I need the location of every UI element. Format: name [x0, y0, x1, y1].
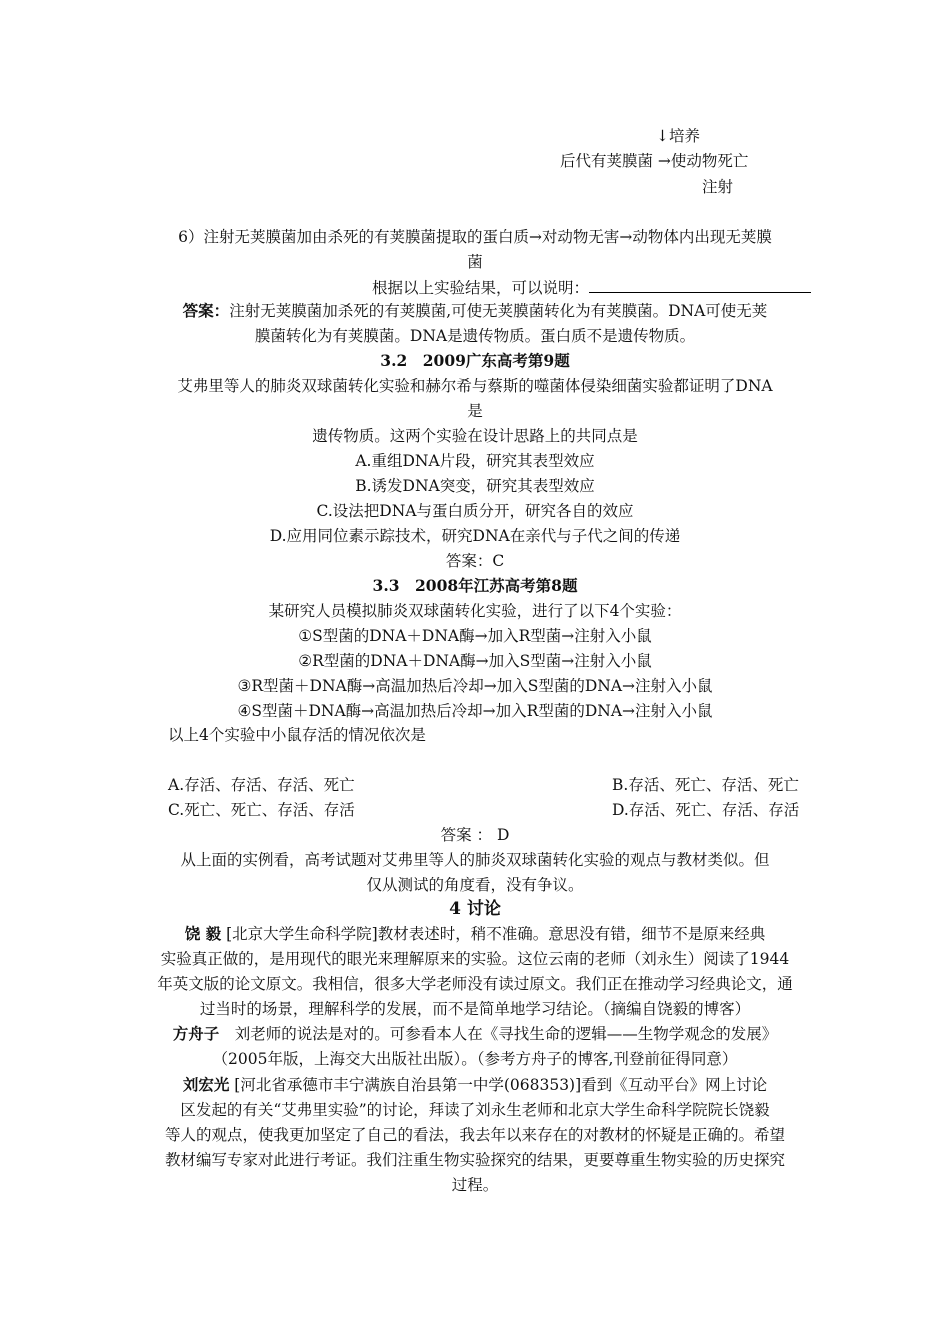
q33-option-b: B.存活、死亡、存活、死亡	[612, 776, 799, 794]
flow-offspring-line: 后代有荚膜菌 →使动物死亡	[560, 152, 749, 170]
liu-line2: 区发起的有关“艾弗里实验”的讨论，拜读了刘永生老师和北京大学生命科学院院长饶毅	[180, 1101, 770, 1119]
fang-name: 方舟子	[172, 1024, 220, 1043]
answer1-line2: 膜菌转化为有荚膜菌。DNA是遗传物质。蛋白质不是遗传物质。	[254, 327, 696, 345]
answer1-text: 注射无荚膜菌加杀死的有荚膜菌,可使无荚膜菌转化为有荚膜菌。DNA可使无荚	[229, 302, 768, 320]
q32-option-c: C.设法把DNA与蛋白质分开，研究各自的效应	[316, 502, 634, 520]
q33-stem: 某研究人员模拟肺炎双球菌转化实验，进行了以下4个实验：	[268, 602, 682, 620]
q32-answer: 答案：C	[445, 552, 505, 570]
q33-experiment-3: ③R型菌＋DNA酶→高温加热后冷却→加入S型菌的DNA→注射入小鼠	[237, 677, 713, 695]
liu-line4: 教材编写专家对此进行考证。我们注重生物实验探究的结果，更要尊重生物实验的历史探究	[164, 1151, 785, 1169]
flow-inject-label: 注射	[702, 178, 734, 196]
conclusion-prompt: 根据以上实验结果，可以说明：	[372, 279, 590, 297]
rao-name: 饶 毅	[184, 924, 222, 943]
q32-stem1: 艾弗里等人的肺炎双球菌转化实验和赫尔希与蔡斯的噬菌体侵染细菌实验都证明了DNA	[177, 377, 773, 395]
answer-blank	[589, 276, 811, 293]
q33-experiment-1: ①S型菌的DNA＋DNA酶→加入R型菌→注射入小鼠	[298, 627, 652, 645]
rao-line1	[0, 923, 950, 945]
q32-option-b: B.诱发DNA突变，研究其表型效应	[355, 477, 595, 495]
liu-line1	[0, 1074, 950, 1096]
q32-option-d: D.应用同位素示踪技术，研究DNA在亲代与子代之间的传递	[269, 527, 681, 545]
q32-stem2: 是	[467, 402, 483, 420]
q33-answer: 答案 ： D	[440, 826, 510, 844]
fang-line2: （2005年版，上海交大出版社出版）。（参考方舟子的博客,刊登前征得同意）	[212, 1050, 738, 1068]
q33-question: 以上4个实验中小鼠存活的情况依次是	[168, 726, 426, 744]
q33-option-d: D.存活、死亡、存活、存活	[612, 801, 800, 819]
discussion-heading: 4 讨论	[449, 899, 501, 919]
q33-experiment-4: ④S型菌＋DNA酶→高温加热后冷却→加入R型菌的DNA→注射入小鼠	[237, 702, 713, 720]
q33-heading: 3.3 2008年江苏高考第8题	[372, 576, 578, 595]
rao-text-1: [北京大学生命科学院]教材表述时，稍不准确。意思没有错，细节不是原来经典	[221, 925, 766, 943]
exp6-line2: 菌	[467, 253, 483, 271]
q33-experiment-2: ②R型菌的DNA＋DNA酶→加入S型菌→注射入小鼠	[298, 652, 652, 670]
q32-stem3: 遗传物质。这两个实验在设计思路上的共同点是	[312, 427, 638, 445]
liu-name: 刘宏光	[182, 1075, 230, 1094]
liu-line5: 过程。	[451, 1176, 499, 1194]
rao-line3: 年英文版的论文原文。我相信，很多大学老师没有读过原文。我们正在推动学习经典论文，通	[157, 975, 793, 993]
liu-line3: 等人的观点，使我更加坚定了自己的看法，我去年以来存在的对教材的怀疑是正确的。希望	[164, 1126, 785, 1144]
q33-option-c: C.死亡、死亡、存活、存活	[168, 801, 355, 819]
summary-line1: 从上面的实例看，高考试题对艾弗里等人的肺炎双球菌转化实验的观点与教材类似。但	[180, 851, 770, 869]
q33-option-a: A.存活、存活、存活、死亡	[168, 776, 355, 794]
rao-line4: 过当时的场景，理解科学的发展，而不是简单地学习结论。（摘编自饶毅的博客）	[199, 1000, 751, 1018]
fang-text-1: 刘老师的说法是对的。可参看本人在《寻找生命的逻辑——生物学观念的发展》	[219, 1025, 778, 1043]
exp6-conclusion	[372, 276, 811, 299]
exp6-line1: 6）注射无荚膜菌加由杀死的有荚膜菌提取的蛋白质→对动物无害→动物体内出现无荚膜	[178, 228, 772, 246]
fang-line1	[0, 1023, 950, 1045]
flow-culture-label: ↓培养	[656, 127, 700, 145]
answer1-label: 答案：	[182, 301, 230, 320]
rao-line2: 实验真正做的，是用现代的眼光来理解原来的实验。这位云南的老师（刘永生）阅读了1944	[160, 950, 790, 968]
summary-line2: 仅从测试的角度看，没有争议。	[366, 876, 584, 894]
liu-text-1: [河北省承德市丰宁满族自治县第一中学(068353)]看到《互动平台》网上讨论	[229, 1076, 768, 1094]
q32-heading: 3.2 2009广东高考第9题	[380, 351, 570, 370]
answer1-line1	[0, 300, 950, 322]
q32-option-a: A.重组DNA片段，研究其表型效应	[355, 452, 595, 470]
